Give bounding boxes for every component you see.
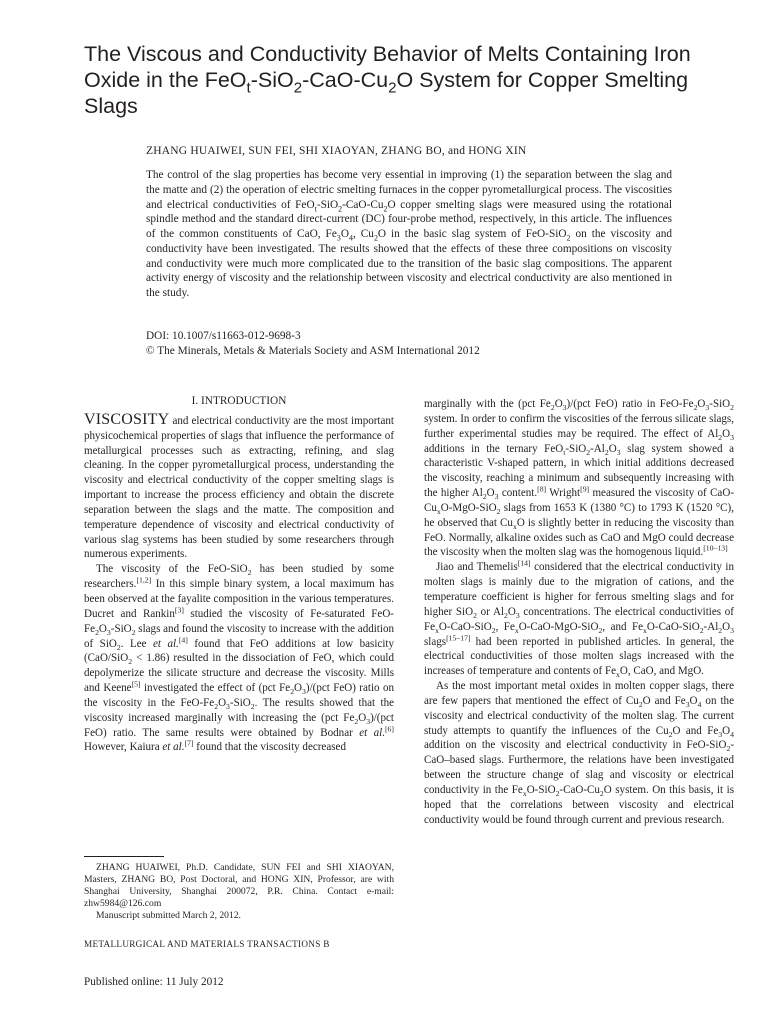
footnote-submitted: Manuscript submitted March 2, 2012. [96, 910, 241, 922]
footnote-affiliation: ZHANG HUAIWEI, Ph.D. Candidate, SUN FEI and SHI XIAOYAN, Masters, ZHANG BO, Post Doctoral, and HONG XIN, Professor, are with Shanghai University, Shanghai 200072, P.R. China. Contact e-mail: zhw5984@126.com [84, 862, 394, 910]
abstract: The control of the slag properties has become very essential in improving (1) the separation between the slag and the matte and (2) the operation of electric smelting furnaces in the copper pyrometallurgical process. The viscosities and electrical conductivities of $FeO_t-SiO_2-CaO-Cu_2O$ copper smelting slags were measured using the rotational spindle method and the standard direct-current (DC) four-probe method, respectively, in this article. The influences of the common constituents of CaO, $Fe_3O_4$, $Cu_2O$ in the basic slag system of FeO-SiO$_2$ on the viscosity and conductivity have been investigated. The results showed that the effects of these three compositions on viscosity and conductivity were much more complicated due to the transition of the basic slag compositions. The apparent activity energy of viscosity and the relationship between viscosity and electrical conductivity are also mentioned in the study. [146, 169, 673, 299]
copyright: © The Minerals, Metals & Materials Society and ASM International 2012 [146, 345, 480, 357]
intro-paragraph-1: VISCOSITY and electrical conductivity are the most important physicochemical properties of slags that influence the performance of metallurgical processes such as extracting, refining, and slag cleaning. In the copper pyrometallurgical process, understanding the viscosity and electrical conductivity of the copper smelting slags is important to increase the process efficiency and obtain the discrete separation between the slags and the matte. The composition and temperature dependence of viscosity and electrical conductivity of various slag systems has been studied by some researchers through numerous experiments. [84, 410, 394, 561]
doi-block [146, 329, 480, 359]
doi[interactable]: DOI: 10.1007/s11663-012-9698-3 [146, 330, 301, 342]
right-column [424, 397, 734, 827]
author-list: ZHANG HUAIWEI, SUN FEI, SHI XIAOYAN, ZHANG BO, and HONG XIN [146, 145, 527, 157]
intro-paragraph-3: marginally with the (pct $Fe_2O_3)/(pct$ FeO) ratio in FeO-$Fe_2O_3-SiO_2$ system. In order to confirm the viscosities of the ferrous silicate slags, further experimental studies may be required. The effect of $Al_2O_3$ additions in the ternary $FeO_t-SiO_2-Al_2O_3$ slag system showed a characteristic V-shaped pattern, in which initial additions decreased the viscosity, reaching a minimum and subsequently increasing with the higher $Al_2O_3$ content.[8] Wright[9] measured the viscosity of CaO-$Cu_xO-MgO-SiO_2$ slags from 1653 K (1380 °C) to 1793 K (1520 °C), he observed that $Cu_xO$ is slightly better in reducing the viscosity than FeO. Normally, alkaline oxides such as CaO and MgO could decrease the viscosity when the molten slag was the homogenous liquid.[10–13] [424, 398, 734, 559]
published-date: Published online: 11 July 2012 [84, 976, 224, 988]
article-title: The Viscous and Conductivity Behavior of Melts Containing Iron Oxide in the $FeO_t-SiO_2-CaO-Cu_2O$ System for Copper Smelting Slags [84, 42, 691, 118]
section-heading: I. INTRODUCTION [191, 395, 287, 407]
author-footnote [84, 862, 394, 922]
dropcap-word: VISCOSITY [84, 410, 170, 428]
left-column [84, 394, 394, 755]
intro-paragraph-5: As the most important metal oxides in molten copper slags, there are few papers that mentioned the effect of $Cu_2O$ and $Fe_3O_4$ on the viscosity and electrical conductivity of the molten slag. The current study attempts to quantify the influences of the $Cu_2O$ and $Fe_3O_4$ addition on the viscosity and electrical conductivity in FeO-SiO$_2$-CaO–based slags. Furthermore, the relations have been investigated between the structure change of slag and viscosity or electrical conductivity in the $Fe_xO-SiO_2-CaO-Cu_2O$ system. On this basis, it is hoped that the correlations between viscosity and electrical conductivity would be found through current and previous research. [424, 680, 735, 826]
journal-name: METALLURGICAL AND MATERIALS TRANSACTIONS B [84, 939, 330, 949]
footnote-divider [84, 856, 164, 857]
intro-paragraph-4: Jiao and Themelis[14] considered that the electrical conductivity in molten slags is mainly due to the migration of cations, and the temperature coefficient is higher for ferrous smelting slags and for higher SiO$_2$ or $Al_2O_3$ concentrations. The electrical conductivities of $Fe_xO-CaO-SiO_2$, $Fe_xO-CaO-MgO-SiO_2$, and $Fe_xO-CaO-SiO_2-Al_2O_3$ slags[15–17] had been reported in published articles. In general, the electrical conductivities of those molten slags increased with the increases of temperature and contents of $Fe_xO$, CaO, and MgO. [424, 558, 734, 680]
intro-paragraph-2: The viscosity of the FeO-SiO$_2$ has been studied by some researchers.[1,2] In this simple binary system, a local maximum has been observed at the fayalite composition in the various temperatures. Ducret and Rankin[3] studied the viscosity of Fe-saturated FeO-$Fe_2O_3-SiO_2$ slags and found the viscosity to increase with the addition of SiO$_2$. Lee et al.[4] found that FeO additions at low basicity (CaO/SiO$_2$ < 1.86) resulted in the dissociation of FeO, which could depolymerize the silicate structure and decrease the viscosity. Mills and Keene[5] investigated the effect of (pct $Fe_2O_3)/(pct$ FeO) ratio on the viscosity in the FeO-$Fe_2O_3-SiO_2$. The results showed that the viscosity increased marginally with increasing the (pct $Fe_2O_3)/(pct$ FeO) ratio. The same results were obtained by Bodnar et al.[6] However, Kaiura et al.[7] found that the viscosity decreased [84, 563, 394, 754]
